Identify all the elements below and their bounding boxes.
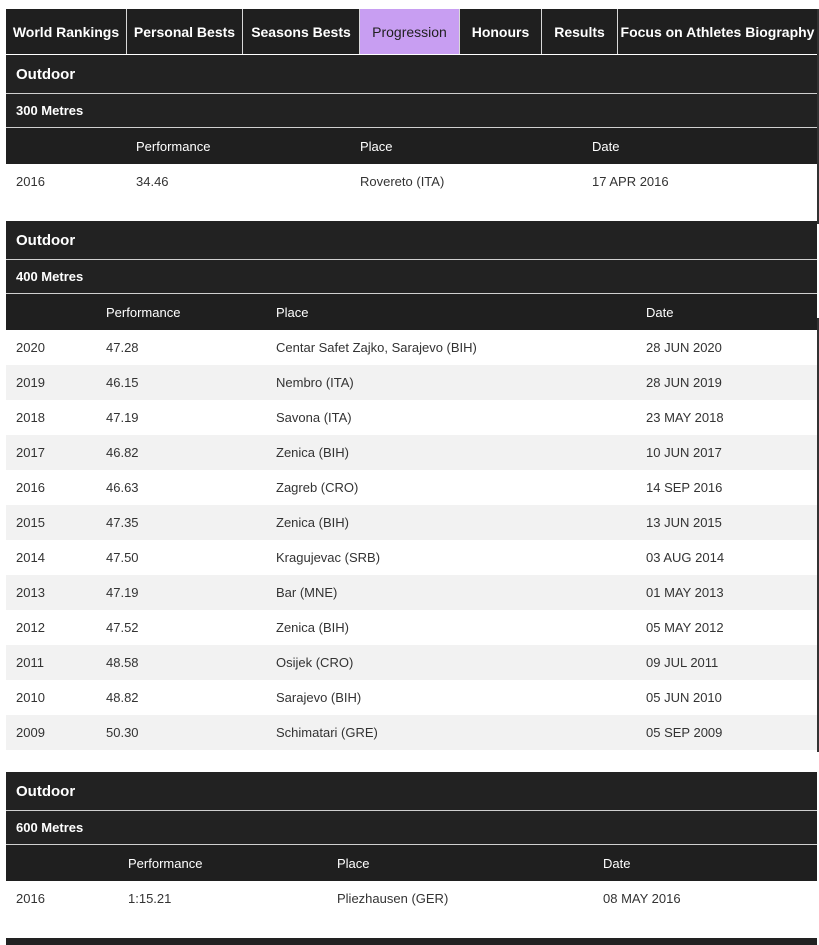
profile-tabs [6, 9, 817, 54]
table-row [6, 400, 817, 435]
table-row [6, 435, 817, 470]
performance-cell: 47.19 [106, 585, 139, 600]
year-cell: 2009 [16, 725, 45, 740]
performance-cell: 50.30 [106, 725, 139, 740]
place-cell: Bar (MNE) [276, 585, 338, 600]
place-cell: Centar Safet Zajko, Sarajevo (BIH) [276, 340, 477, 355]
column-header-place: Place [337, 855, 370, 871]
place-cell: Zenica (BIH) [276, 445, 349, 460]
event-heading: 300 Metres [6, 94, 817, 128]
performance-cell: 46.63 [106, 480, 139, 495]
year-cell: 2012 [16, 620, 45, 635]
table-header [6, 845, 817, 881]
year-cell: 2020 [16, 340, 45, 355]
performance-cell: 34.46 [136, 174, 169, 189]
tab-results[interactable]: Results [542, 9, 618, 54]
performance-cell: 1:15.21 [128, 891, 172, 906]
date-cell: 17 APR 2016 [592, 174, 669, 189]
year-cell: 2016 [16, 480, 45, 495]
column-header-date: Date [592, 138, 620, 154]
progression-section-600m [6, 772, 817, 916]
table-row [6, 575, 817, 610]
performance-cell: 46.82 [106, 445, 139, 460]
column-header-date: Date [646, 304, 674, 320]
column-header-performance: Performance [106, 304, 181, 320]
tab-world-rankings[interactable]: World Rankings [6, 9, 127, 54]
table-row [6, 505, 817, 540]
table-row [6, 680, 817, 715]
table-row [6, 470, 817, 505]
place-cell: Sarajevo (BIH) [276, 690, 362, 705]
place-cell: Kragujevac (SRB) [276, 550, 381, 565]
date-cell: 08 MAY 2016 [603, 891, 681, 906]
date-cell: 14 SEP 2016 [646, 480, 723, 495]
performance-cell: 48.58 [106, 655, 139, 670]
year-cell: 2011 [16, 655, 44, 670]
table-row [6, 881, 817, 916]
date-cell: 01 MAY 2013 [646, 585, 724, 600]
performance-cell: 47.35 [106, 515, 139, 530]
progression-section-400m [6, 221, 817, 750]
table-row [6, 540, 817, 575]
date-cell: 05 JUN 2010 [646, 690, 722, 705]
tab-seasons-bests[interactable]: Seasons Bests [243, 9, 360, 54]
tab-honours[interactable]: Honours [460, 9, 542, 54]
year-cell: 2014 [16, 550, 45, 565]
year-cell: 2019 [16, 375, 45, 390]
performance-cell: 47.28 [106, 340, 139, 355]
tab-focus-on-athletes-biography[interactable]: Focus on Athletes Biography [618, 9, 817, 54]
year-cell: 2010 [16, 690, 45, 705]
date-cell: 03 AUG 2014 [646, 550, 725, 565]
table-row [6, 715, 817, 750]
place-cell: Zenica (BIH) [276, 620, 349, 635]
tab-progression[interactable]: Progression [360, 9, 460, 54]
performance-cell: 47.19 [106, 410, 139, 425]
table-header [6, 128, 817, 164]
column-header-place: Place [276, 304, 309, 320]
table-row [6, 610, 817, 645]
table-row [6, 330, 817, 365]
column-header-place: Place [360, 138, 393, 154]
table-row [6, 365, 817, 400]
column-header-performance: Performance [136, 138, 211, 154]
place-cell: Zagreb (CRO) [276, 480, 359, 495]
place-cell: Osijek (CRO) [276, 655, 354, 670]
date-cell: 05 SEP 2009 [646, 725, 723, 740]
date-cell: 09 JUL 2011 [646, 655, 719, 670]
table-header [6, 294, 817, 330]
performance-cell: 48.82 [106, 690, 139, 705]
environment-heading: Outdoor [6, 221, 817, 260]
place-cell: Zenica (BIH) [276, 515, 349, 530]
environment-heading: Outdoor [6, 772, 817, 811]
place-cell: Savona (ITA) [276, 410, 352, 425]
column-header-date: Date [603, 855, 631, 871]
environment-heading: Outdoor [6, 55, 817, 94]
tab-personal-bests[interactable]: Personal Bests [127, 9, 243, 54]
progression-section-300m [6, 55, 817, 199]
year-cell: 2013 [16, 585, 45, 600]
place-cell: Rovereto (ITA) [360, 174, 445, 189]
date-cell: 05 MAY 2012 [646, 620, 724, 635]
year-cell: 2015 [16, 515, 45, 530]
column-header-performance: Performance [128, 855, 203, 871]
performance-cell: 47.52 [106, 620, 139, 635]
year-cell: 2018 [16, 410, 45, 425]
place-cell: Schimatari (GRE) [276, 725, 378, 740]
year-cell: 2017 [16, 445, 45, 460]
next-section-edge [6, 938, 817, 945]
year-cell: 2016 [16, 174, 45, 189]
year-cell: 2016 [16, 891, 45, 906]
date-cell: 28 JUN 2019 [646, 375, 722, 390]
table-row [6, 645, 817, 680]
place-cell: Pliezhausen (GER) [337, 891, 449, 906]
performance-cell: 46.15 [106, 375, 139, 390]
place-cell: Nembro (ITA) [276, 375, 354, 390]
date-cell: 23 MAY 2018 [646, 410, 724, 425]
event-heading: 600 Metres [6, 811, 817, 845]
performance-cell: 47.50 [106, 550, 139, 565]
date-cell: 28 JUN 2020 [646, 340, 722, 355]
table-row [6, 164, 817, 199]
event-heading: 400 Metres [6, 260, 817, 294]
date-cell: 13 JUN 2015 [646, 515, 722, 530]
date-cell: 10 JUN 2017 [646, 445, 722, 460]
